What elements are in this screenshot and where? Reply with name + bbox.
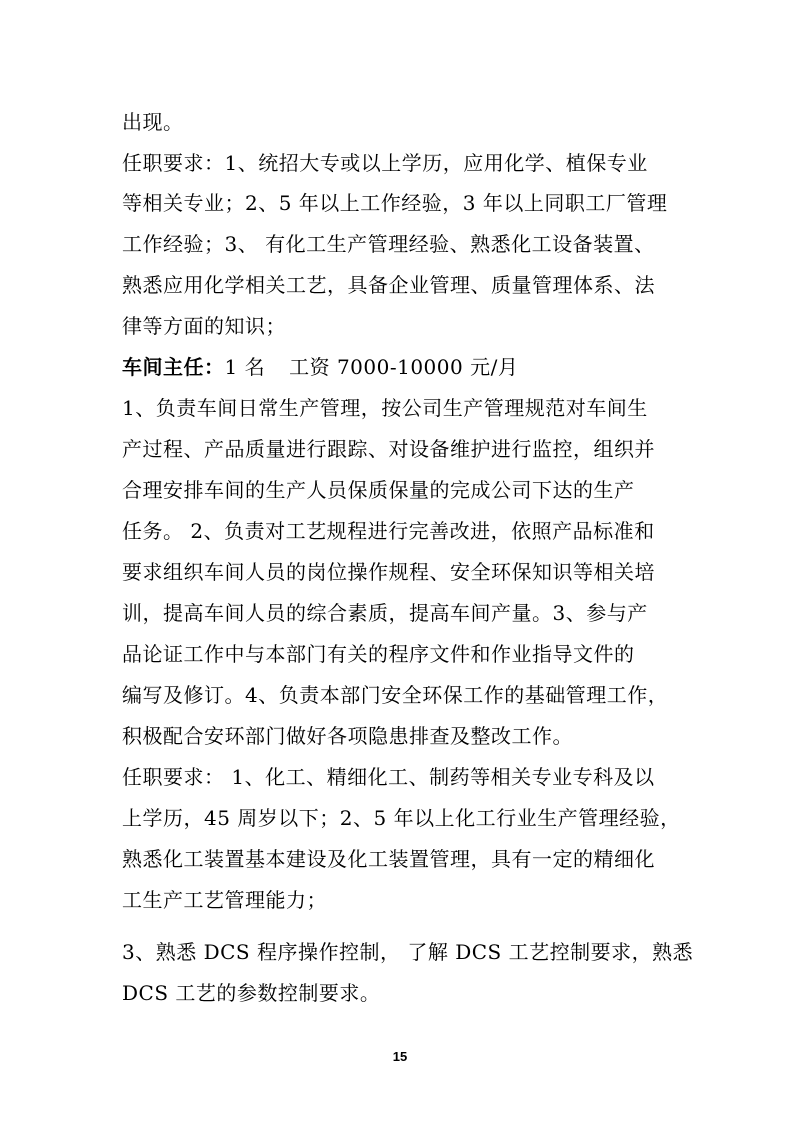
position-salary: 工资 7000-10000 元/月 — [289, 355, 519, 379]
text-line: 要求组织车间人员的岗位操作规程、安全环保知识等相关培 — [122, 560, 655, 584]
text-line: 出现。 — [122, 110, 184, 134]
position-heading — [122, 353, 682, 381]
text-line: 上学历，45 周岁以下；2、5 年以上化工行业生产管理经验， — [122, 806, 681, 830]
text-line: DCS 工艺的参数控制要求。 — [122, 981, 381, 1005]
text-line: 等相关专业；2、5 年以上工作经验，3 年以上同职工厂管理 — [122, 191, 668, 215]
text-line: 熟悉应用化学相关工艺，具备企业管理、质量管理体系、法 — [122, 273, 655, 297]
text-line: 积极配合安环部门做好各项隐患排查及整改工作。 — [122, 724, 573, 748]
text-line: 工生产工艺管理能力； — [122, 888, 327, 912]
text-line: 任职要求：1、统招大专或以上学历，应用化学、植保专业 — [122, 151, 648, 175]
page-number: 15 — [392, 1049, 408, 1064]
text-line: 任职要求： 1、化工、精细化工、制药等相关专业专科及以 — [122, 765, 655, 789]
text-line: 1、负责车间日常生产管理，按公司生产管理规范对车间生 — [122, 396, 648, 420]
text-line: 熟悉化工装置基本建设及化工装置管理，具有一定的精细化 — [122, 847, 655, 871]
text-line: 品论证工作中与本部门有关的程序文件和作业指导文件的 — [122, 642, 635, 666]
text-line: 律等方面的知识； — [122, 314, 286, 338]
text-line: 训，提高车间人员的综合素质，提高车间产量。3、参与产 — [122, 601, 648, 625]
text-line: 合理安排车间的生产人员保质保量的完成公司下达的生产 — [122, 478, 635, 502]
text-line: 3、熟悉 DCS 程序操作控制， 了解 DCS 工艺控制要求，熟悉 — [122, 940, 694, 964]
position-title: 车间主任： — [122, 355, 225, 379]
text-line: 工作经验；3、 有化工生产管理经验、熟悉化工设备装置、 — [122, 232, 655, 256]
position-count: 1 名 — [224, 355, 266, 379]
text-line: 产过程、产品质量进行跟踪、对设备维护进行监控，组织并 — [122, 437, 655, 461]
text-line: 任务。 2、负责对工艺规程进行完善改进，依照产品标准和 — [122, 519, 655, 543]
text-line: 编写及修订。4、负责本部门安全环保工作的基础管理工作， — [122, 683, 669, 707]
